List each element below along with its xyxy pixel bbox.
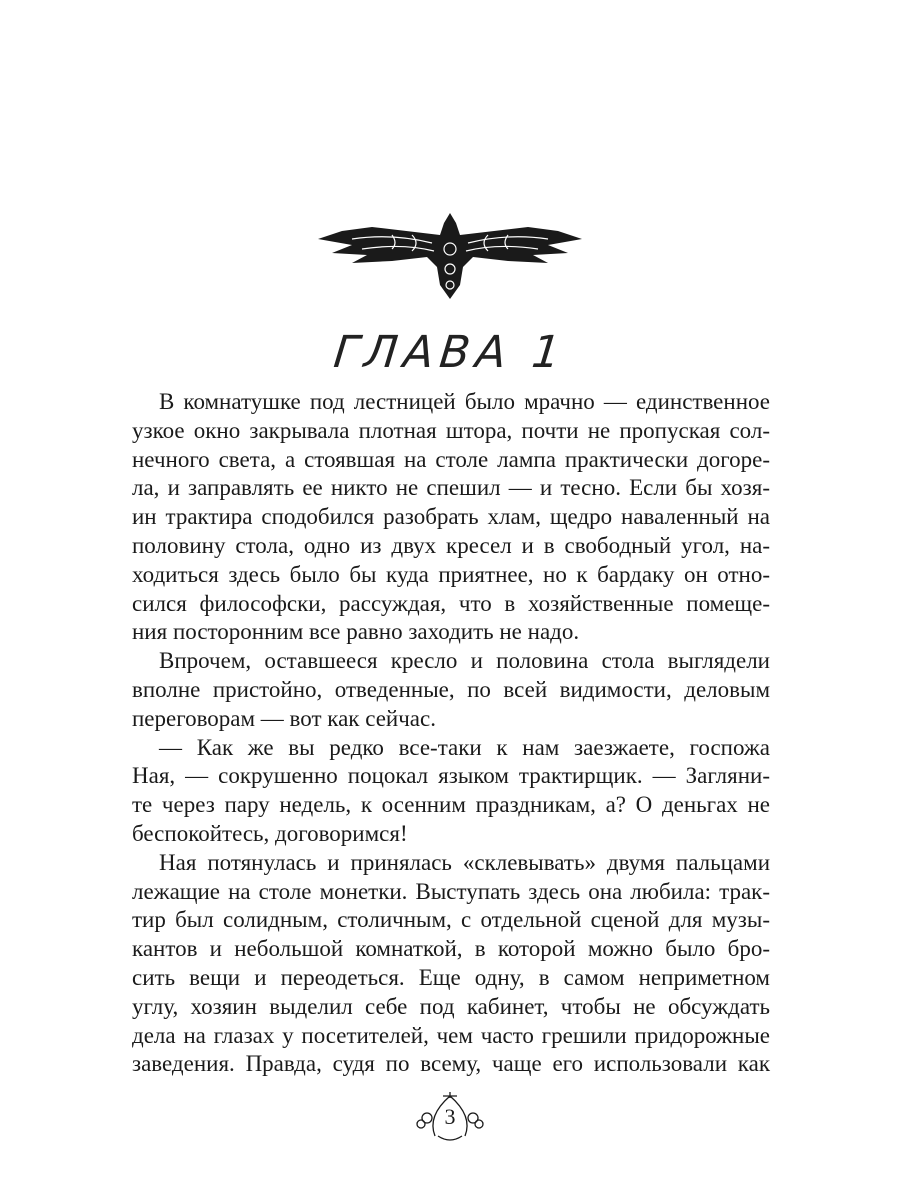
text-line: узкое окно закрывала плотная штора, почти не пропуская сол- bbox=[132, 417, 770, 443]
text-line: лежащие на столе монетки. Выступать здесь она любила: трак- bbox=[132, 878, 770, 904]
text-line: вполне пристойно, отведенные, по всей видимости, деловым bbox=[132, 676, 770, 702]
text-line: дела на глазах у посетителей, чем часто грешили придорожные bbox=[132, 1022, 770, 1048]
text-line: В комнатушке под лестницей было мрачно — единственное bbox=[159, 389, 770, 414]
text-line: Ная, — сокрушенно поцокал языком трактирщик. — Загляни- bbox=[132, 763, 770, 789]
text-line: Ная потянулась и принялась «склевывать» двумя пальцами bbox=[159, 849, 770, 875]
text-line: нечного света, а стоявшая на столе лампа практически догоре- bbox=[132, 446, 770, 472]
chapter-title: ГЛАВА 1 bbox=[331, 327, 569, 378]
text-line: сился философски, рассуждая, что в хозяйственные помеще- bbox=[132, 590, 770, 616]
text-line: сить вещи и переодеться. Еще одну, в самом неприметном bbox=[132, 964, 770, 990]
text-line: те через пару недель, к осенним праздникам, а? О деньгах не bbox=[132, 792, 770, 818]
text-line: ходиться здесь было бы куда приятнее, но к бардаку он отно- bbox=[132, 561, 770, 587]
text-line: беспокойтесь, договоримся! bbox=[132, 820, 408, 846]
text-line: тир был солидным, столичным, с отдельной сценой для музы- bbox=[132, 907, 770, 933]
text-line: заведения. Правда, судя по всему, чаще его использовали как bbox=[132, 1051, 770, 1077]
raven-emblem-icon bbox=[312, 205, 588, 305]
text-line: половину стола, одно из двух кресел и в свободный угол, на- bbox=[132, 532, 770, 558]
text-line: ла, и заправлять ее никто не спешил — и тесно. Если бы хозя- bbox=[132, 475, 770, 501]
text-line: переговорам — вот как сейчас. bbox=[132, 705, 436, 731]
page-number-ornament bbox=[405, 1088, 495, 1148]
text-line: углу, хозяин выделил себе под кабинет, чтобы не обсуждать bbox=[132, 993, 770, 1019]
text-line: кантов и небольшой комнаткой, в которой можно было бро- bbox=[132, 936, 770, 962]
text-line: — Как же вы редко все-таки к нам заезжаете, госпожа bbox=[159, 734, 770, 760]
text-line: ния посторонним все равно заходить не надо. bbox=[132, 619, 580, 645]
page-number: 3 bbox=[444, 1104, 456, 1129]
text-line: Впрочем, оставшееся кресло и половина стола выглядели bbox=[159, 648, 770, 674]
text-line: ин трактира сподобился разобрать хлам, щедро наваленный на bbox=[132, 504, 770, 530]
body-text bbox=[132, 388, 770, 1079]
